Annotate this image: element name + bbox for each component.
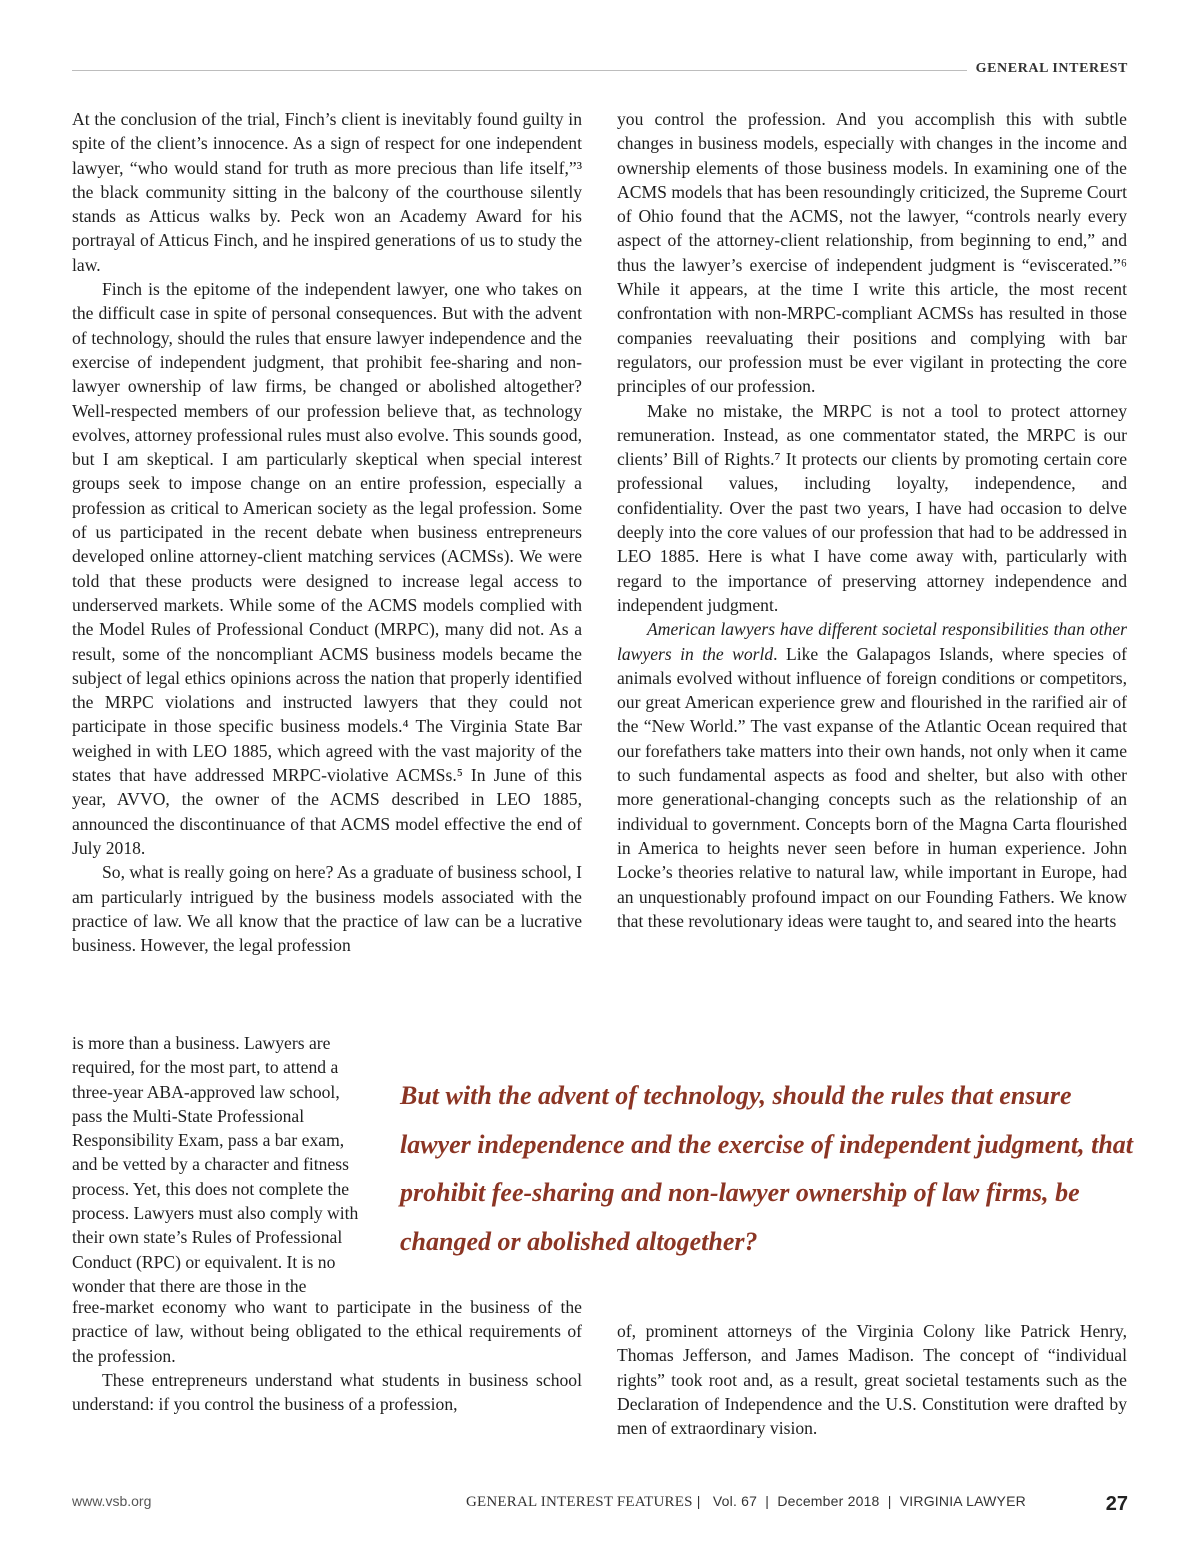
column-right-bottom — [617, 1319, 1127, 1440]
footer-publication-info — [466, 1493, 1026, 1511]
paragraph: Make no mistake, the MRPC is not a tool to protect attorney remuneration. Instead, as one commentator stated, the MRPC is our clients’ Bill of Rights.⁷ It protects our clients by promoting certain core professional values, including loyalty, independence, and confidentiality. Over the past two years, I have had occasion to delve deeply into the core values of our profession that had to be addressed in LEO 1885. Here is what I have come away with, particularly with regard to the importance of preserving attorney independence and independent judgment. — [617, 400, 1127, 615]
paragraph: Finch is the epitome of the independent lawyer, one who takes on the difficult case in spite of personal consequences. But with the advent of technology, should the rules that ensure lawyer independence and the exercise of independent judgment, that prohibit fee-sharing and non-lawyer ownership of law firms, be changed or abolished altogether? Well-respected members of our profession believe that, as technology evolves, attorney professional rules must also evolve. This sounds good, but I am skeptical. I am particularly skeptical when special interest groups seek to impose change on an entire profession, especially a profession as critical to American society as the legal profession. Some of us participated in the recent debate when business entrepreneurs developed online attorney-client matching services (ACMSs). We were told that these products were designed to increase legal access to underserved markets. While some of the ACMS models complied with the Model Rules of Professional Conduct (MRPC), many did not. As a result, some of the noncompliant ACMS business models became the subject of legal ethics opinions across the nation that properly identified the MRPC violations and instructed lawyers that they could not participate in those specific business models.⁴ The Virginia State Bar weighed in with LEO 1885, which agreed with the vast majority of the states that have addressed MRPC-violative ACMSs.⁵ In June of this year, AVVO, the owner of the ACMS described in LEO 1885, announced the discontinuance of that ACMS model effective the end of July 2018. — [72, 279, 582, 858]
footer-magazine: VIRGINIA LAWYER — [899, 1493, 1026, 1509]
section-label: GENERAL INTEREST — [975, 61, 1128, 76]
column-left-bottom — [72, 1295, 582, 1416]
pull-quote: But with the advent of technology, should the rules that ensure lawyer independence and the exercise of independent judgment, that prohibit fee-sharing and non-lawyer ownership of law firms, be changed or abolished altogether? — [400, 1081, 1134, 1256]
italic-lead: American lawyers have different societal responsibilities than other lawyers in the world — [617, 619, 1127, 664]
column-left — [72, 107, 582, 957]
paragraph: is more than a business. Lawyers are required, for the most part, to attend a three-year ABA-approved law school, pass the Multi-State Professional Responsibility Exam, pass a bar exam, and be vetted by a character and fitness process. Yet, this does not complete the process. Lawyers must also comply with their own state’s Rules of Professional Conduct (RPC) or equivalent. It is no wonder that there are those in the — [72, 1033, 359, 1296]
paragraph: So, what is really going on here? As a graduate of business school, I am particularly intrigued by the business models associated with the practice of law. We all know that the practice of law can be a lucrative business. However, the legal profession — [72, 862, 582, 956]
paragraph — [617, 617, 1127, 933]
paragraph: These entrepreneurs understand what students in business school understand: if you control the business of a profession, — [72, 1369, 582, 1415]
footer-volume: Vol. 67 — [712, 1493, 758, 1509]
footer-features: GENERAL INTEREST FEATURES — [466, 1494, 693, 1510]
footer-website-link[interactable]: www.vsb.org — [72, 1493, 152, 1509]
footer-separator: | — [696, 1493, 701, 1509]
paragraph: of, prominent attorneys of the Virginia Colony like Patrick Henry, Thomas Jefferson, and James Madison. The concept of “individual rights” took root and, as a result, great societal testaments such as the Declaration of Independence and the U.S. Constitution were drafted by men of extraordinary vision. — [617, 1321, 1127, 1439]
page-number: 27 — [1105, 1493, 1128, 1515]
paragraph: you control the profession. And you accomplish this with subtle changes in business models, especially with changes in the income and ownership elements of those business models. In examining one of the ACMS models that has been resoundingly criticized, the Supreme Court of Ohio found that the ACMS, not the lawyer, “controls nearly every aspect of the attorney-client relationship, from beginning to end,” and thus the lawyer’s exercise of independent judgment is “eviscerated.”⁶ While it appears, at the time I write this article, the most recent confrontation with non-MRPC-compliant ACMSs has resulted in those companies reevaluating their positions and complying with bar regulators, our profession must be ever vigilant in protecting the core principles of our profession. — [617, 109, 1127, 397]
paragraph-text: . Like the Galapagos Islands, where species of animals evolved without influence of foreign conditions or competitors, our great American experience grew and flourished in the rarified air of the “New World.” The vast expanse of the Atlantic Ocean required that our forefathers take matters into their own hands, not only when it came to such fundamental aspects as food and shelter, but also with other more generational-changing concepts such as the relationship of an individual to government. Concepts born of the Magna Carta flourished in America to heights never seen before in human experience. John Locke’s theories relative to natural law, while important in Europe, had an unquestionably profound impact on our Founding Fathers. We know that these revolutionary ideas were taught to, and seared into the hearts — [617, 643, 1127, 931]
paragraph: At the conclusion of the trial, Finch’s client is inevitably found guilty in spite of the client’s innocence. As a sign of respect for one independent lawyer, “who would stand for truth as more precious than life itself,”³ the black community sitting in the balcony of the courthouse silently stands as Atticus walks by. Peck won an Academy Award for his portrayal of Atticus Finch, and he inspired generations of us to study the law. — [72, 109, 582, 275]
footer-separator: | — [887, 1493, 892, 1509]
column-left-wrap — [72, 1031, 372, 1298]
header-rule — [72, 70, 967, 71]
footer-separator: | — [765, 1493, 770, 1509]
column-right — [617, 107, 1127, 933]
footer-date: December 2018 — [777, 1493, 880, 1509]
paragraph: free-market economy who want to participate in the business of the practice of law, without being obligated to the ethical requirements of the profession. — [72, 1297, 582, 1366]
